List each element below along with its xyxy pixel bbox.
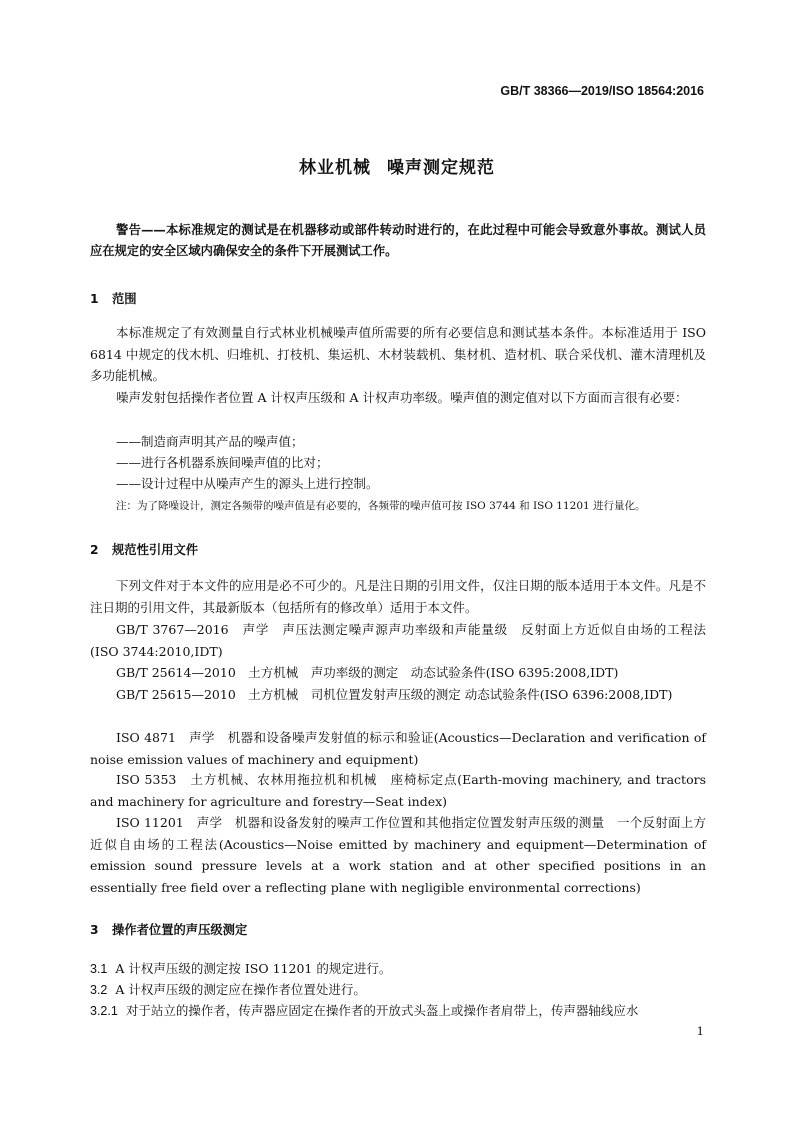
reference-item: ISO 11201 声学 机器和设备发射的噪声工作位置和其他指定位置发射声压级的测量 一个反射面上方近似自由场的工程法(Acoustics—Noise emitted by machinery and equipment—Determination of emission sound pressure levels at a work station and at other specified positions in an essentially free field over a reflecting plane with negligible environmental corrections) (90, 815, 706, 895)
scope-item-2: ——进行各机器系族间噪声值的比对； (116, 455, 329, 470)
clause-text: A 计权声压级的测定应在操作者位置处进行。 (115, 982, 366, 997)
reference-item: GB/T 25615—2010 土方机械 司机位置发射声压级的测定 动态试验条件(ISO 6396:2008,IDT) (116, 687, 673, 702)
clause-text: A 计权声压级的测定按 ISO 11201 的规定进行。 (115, 961, 392, 976)
clause-number: 3.1 (90, 962, 108, 976)
section-1-title: 范围 (112, 292, 137, 306)
clause-text: 对于站立的操作者，传声器应固定在操作者的开放式头盔上或操作者肩带上，传声器轴线应水 (125, 1003, 639, 1018)
reference-item: GB/T 25614—2010 土方机械 声功率级的测定 动态试验条件(ISO 6395:2008,IDT) (116, 665, 619, 680)
reference-item: ISO 4871 声学 机器和设备噪声发射值的标示和验证(Acoustics—Declaration and verification of noise emission values of machinery and equipment) (90, 730, 706, 767)
section-2-heading (90, 540, 198, 558)
scope-item-3: ——设计过程中从噪声产生的源头上进行控制。 (116, 476, 379, 491)
clause-number: 3.2.1 (90, 1004, 118, 1018)
title-part1: 林业机械 (299, 158, 371, 178)
section-2-title: 规范性引用文件 (112, 543, 199, 557)
document-title (0, 153, 794, 178)
safety-warning: 警告——本标准规定的测试是在机器移动或部件转动时进行的，在此过程中可能会导致意外事故。测试人员应在规定的安全区域内确保安全的条件下开展测试工作。 (90, 223, 706, 258)
clause-3-1 (90, 958, 706, 980)
section-3-number: 3 (90, 923, 99, 937)
section-3-title: 操作者位置的声压级测定 (112, 923, 248, 937)
clause-3-2-1 (90, 1000, 706, 1022)
references-intro: 下列文件对于本文件的应用是必不可少的。凡是注日期的引用文件，仅注日期的版本适用于本文件。凡是不注日期的引用文件，其最新版本（包括所有的修改单）适用于本文件。 (90, 578, 706, 615)
scope-paragraph-2: 噪声发射包括操作者位置 A 计权声压级和 A 计权声功率级。噪声值的测定值对以下方面而言很有必要： (116, 390, 688, 405)
section-2-number: 2 (90, 543, 99, 557)
scope-item-1: ——制造商声明其产品的噪声值； (116, 434, 304, 449)
reference-item: ISO 5353 土方机械、农林用拖拉机和机械 座椅标定点(Earth-moving machinery, and tractors and machinery for agriculture and forestry—Seat index) (90, 772, 706, 809)
section-1-heading (90, 289, 137, 307)
page-number: 1 (696, 1024, 704, 1038)
title-part2: 噪声测定规范 (387, 158, 495, 178)
reference-item: GB/T 3767—2016 声学 声压法测定噪声源声功率级和声能量级 反射面上方近似自由场的工程法(ISO 3744:2010,IDT) (90, 622, 706, 659)
section-1-number: 1 (90, 292, 99, 306)
scope-paragraph-1: 本标准规定了有效测量自行式林业机械噪声值所需要的所有必要信息和测试基本条件。本标准适用于 ISO 6814 中规定的伐木机、归堆机、打枝机、集运机、木材装载机、集材机、造材机、联合采伐机、灌木清理机及多功能机械。 (90, 325, 706, 383)
clause-number: 3.2 (90, 983, 108, 997)
scope-note: 注：为了降噪设计，测定各频带的噪声值是有必要的，各频带的噪声值可按 ISO 3744 和 ISO 11201 进行量化。 (116, 500, 646, 512)
clause-3-2 (90, 979, 706, 1001)
section-3-heading (90, 920, 247, 938)
standard-code-header: GB/T 38366—2019/ISO 18564:2016 (500, 84, 704, 98)
